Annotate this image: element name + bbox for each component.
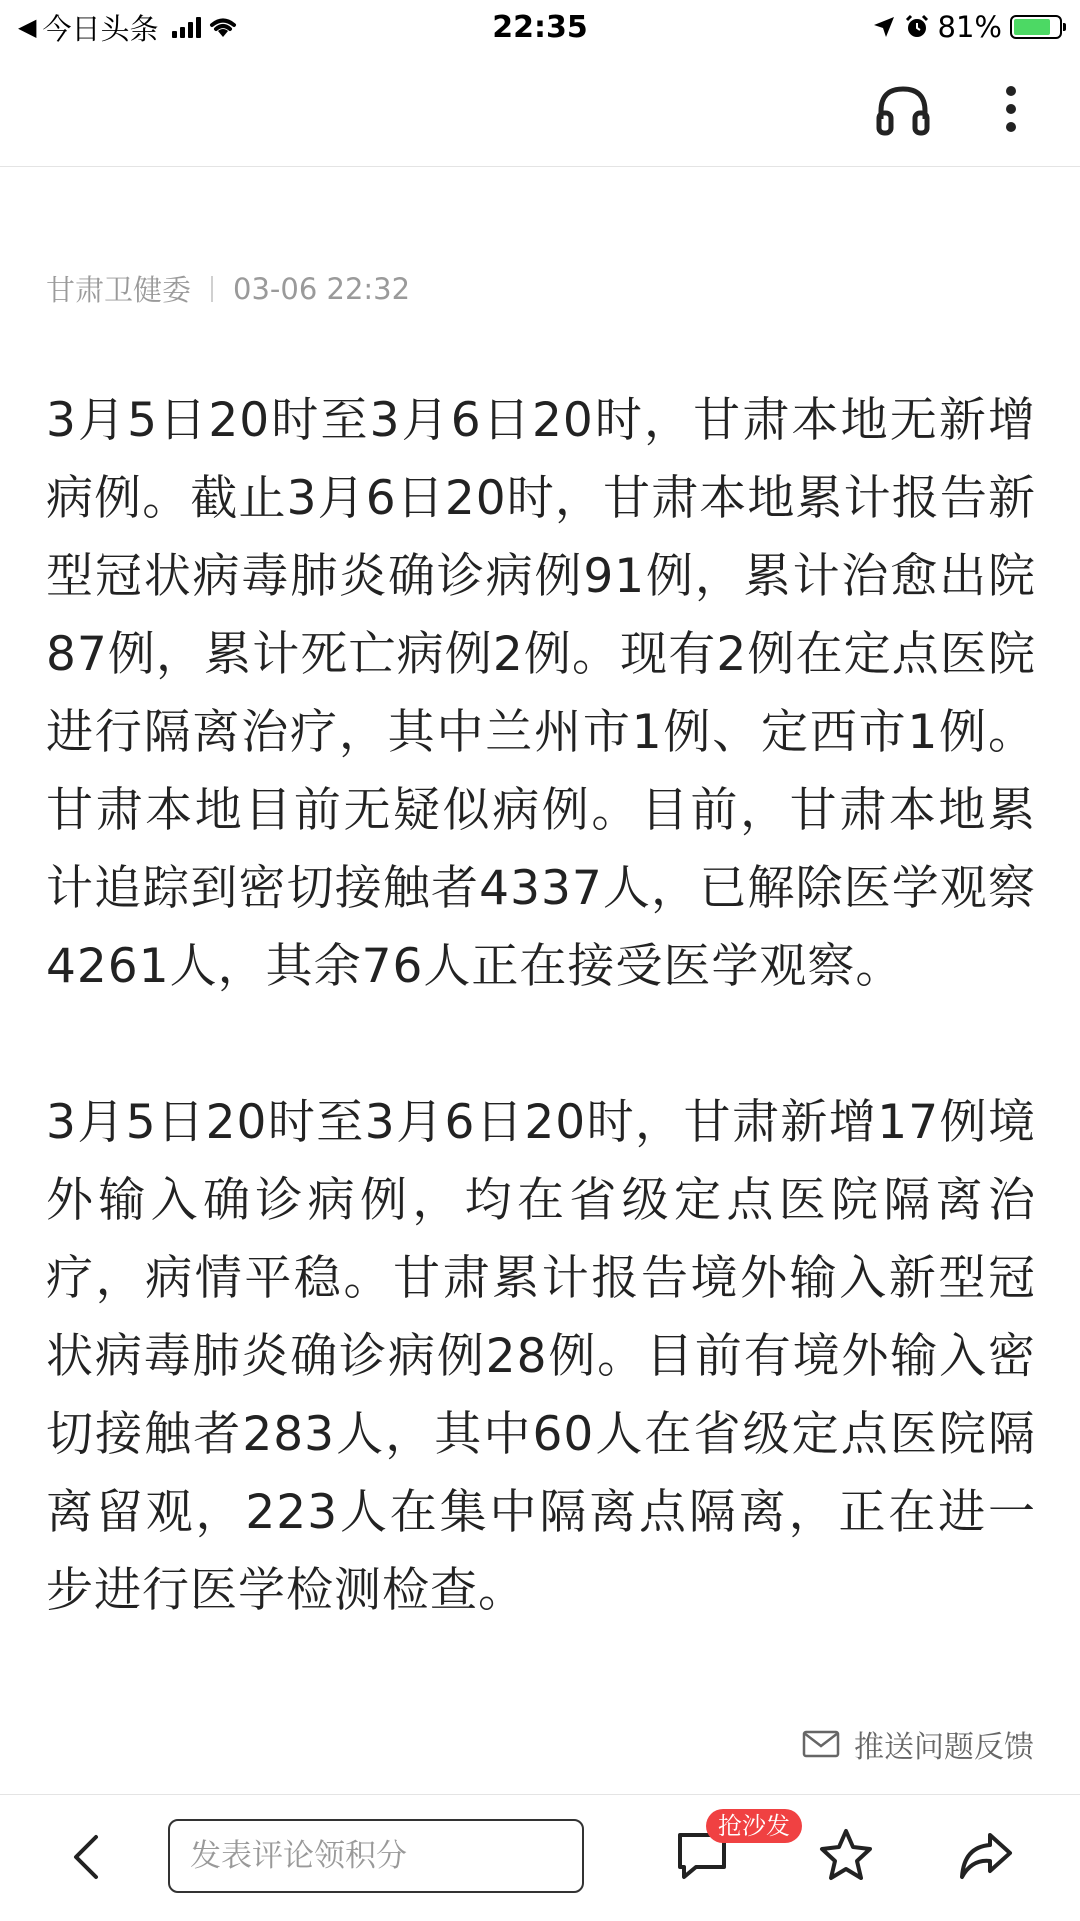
envelope-icon xyxy=(802,1730,840,1758)
cellular-signal-icon xyxy=(172,16,201,38)
meta-divider xyxy=(211,276,213,302)
article-body xyxy=(46,382,1036,1708)
favorite-star-icon[interactable] xyxy=(816,1825,876,1885)
push-feedback-link[interactable] xyxy=(802,1722,1034,1766)
location-arrow-icon xyxy=(872,15,896,39)
more-options-button[interactable] xyxy=(976,74,1046,144)
sofa-badge: 抢沙发 xyxy=(706,1809,802,1843)
back-to-app-icon[interactable]: ◀ xyxy=(18,13,37,41)
wifi-icon xyxy=(207,15,239,39)
article-paragraph: 3月5日20时至3月6日20时，甘肃新增17例境外输入确诊病例，均在省级定点医院隔离治疗，病情平稳。甘肃累计报告境外输入新型冠状病毒肺炎确诊病例28例。目前有境外输入密切接触者283人，其中60人在省级定点医院隔离留观，223人在集中隔离点隔离，正在进一步进行医学检测检查。 xyxy=(46,1095,1036,1618)
comment-input[interactable]: 发表评论领积分 xyxy=(168,1819,584,1893)
feedback-label: 推送问题反馈 xyxy=(854,1730,1034,1765)
article-paragraph: 3月5日20时至3月6日20时，甘肃本地无新增病例。截止3月6日20时，甘肃本地累计报告新型冠状病毒肺炎确诊病例91例，累计治愈出院87例，累计死亡病例2例。现有2例在定点医院进行隔离治疗，其中兰州市1例、定西市1例。甘肃本地目前无疑似病例。目前，甘肃本地累计追踪到密切接触者4337人，已解除医学观察4261人，其余76人正在接受医学观察。 xyxy=(46,393,1036,994)
more-vertical-icon xyxy=(1005,85,1017,133)
battery-percent: 81% xyxy=(937,10,1002,44)
article-source[interactable]: 甘肃卫健委 xyxy=(46,273,192,307)
back-app-label[interactable]: 今日头条 xyxy=(42,11,159,46)
status-right xyxy=(872,10,1080,44)
battery-level xyxy=(1014,19,1050,35)
status-bar xyxy=(0,0,1080,54)
headphones-icon xyxy=(875,83,931,135)
bottom-action-bar xyxy=(0,1794,1080,1921)
battery-icon xyxy=(1010,15,1062,39)
listen-headphones-button[interactable] xyxy=(868,74,938,144)
back-arrow-icon[interactable] xyxy=(60,1829,116,1885)
share-arrow-icon[interactable] xyxy=(956,1825,1016,1885)
article-meta xyxy=(46,268,410,309)
article-header xyxy=(0,54,1080,167)
alarm-icon xyxy=(904,14,930,40)
status-time: 22:35 xyxy=(492,9,588,45)
status-left xyxy=(0,7,239,48)
article-datetime: 03-06 22:32 xyxy=(233,271,411,306)
